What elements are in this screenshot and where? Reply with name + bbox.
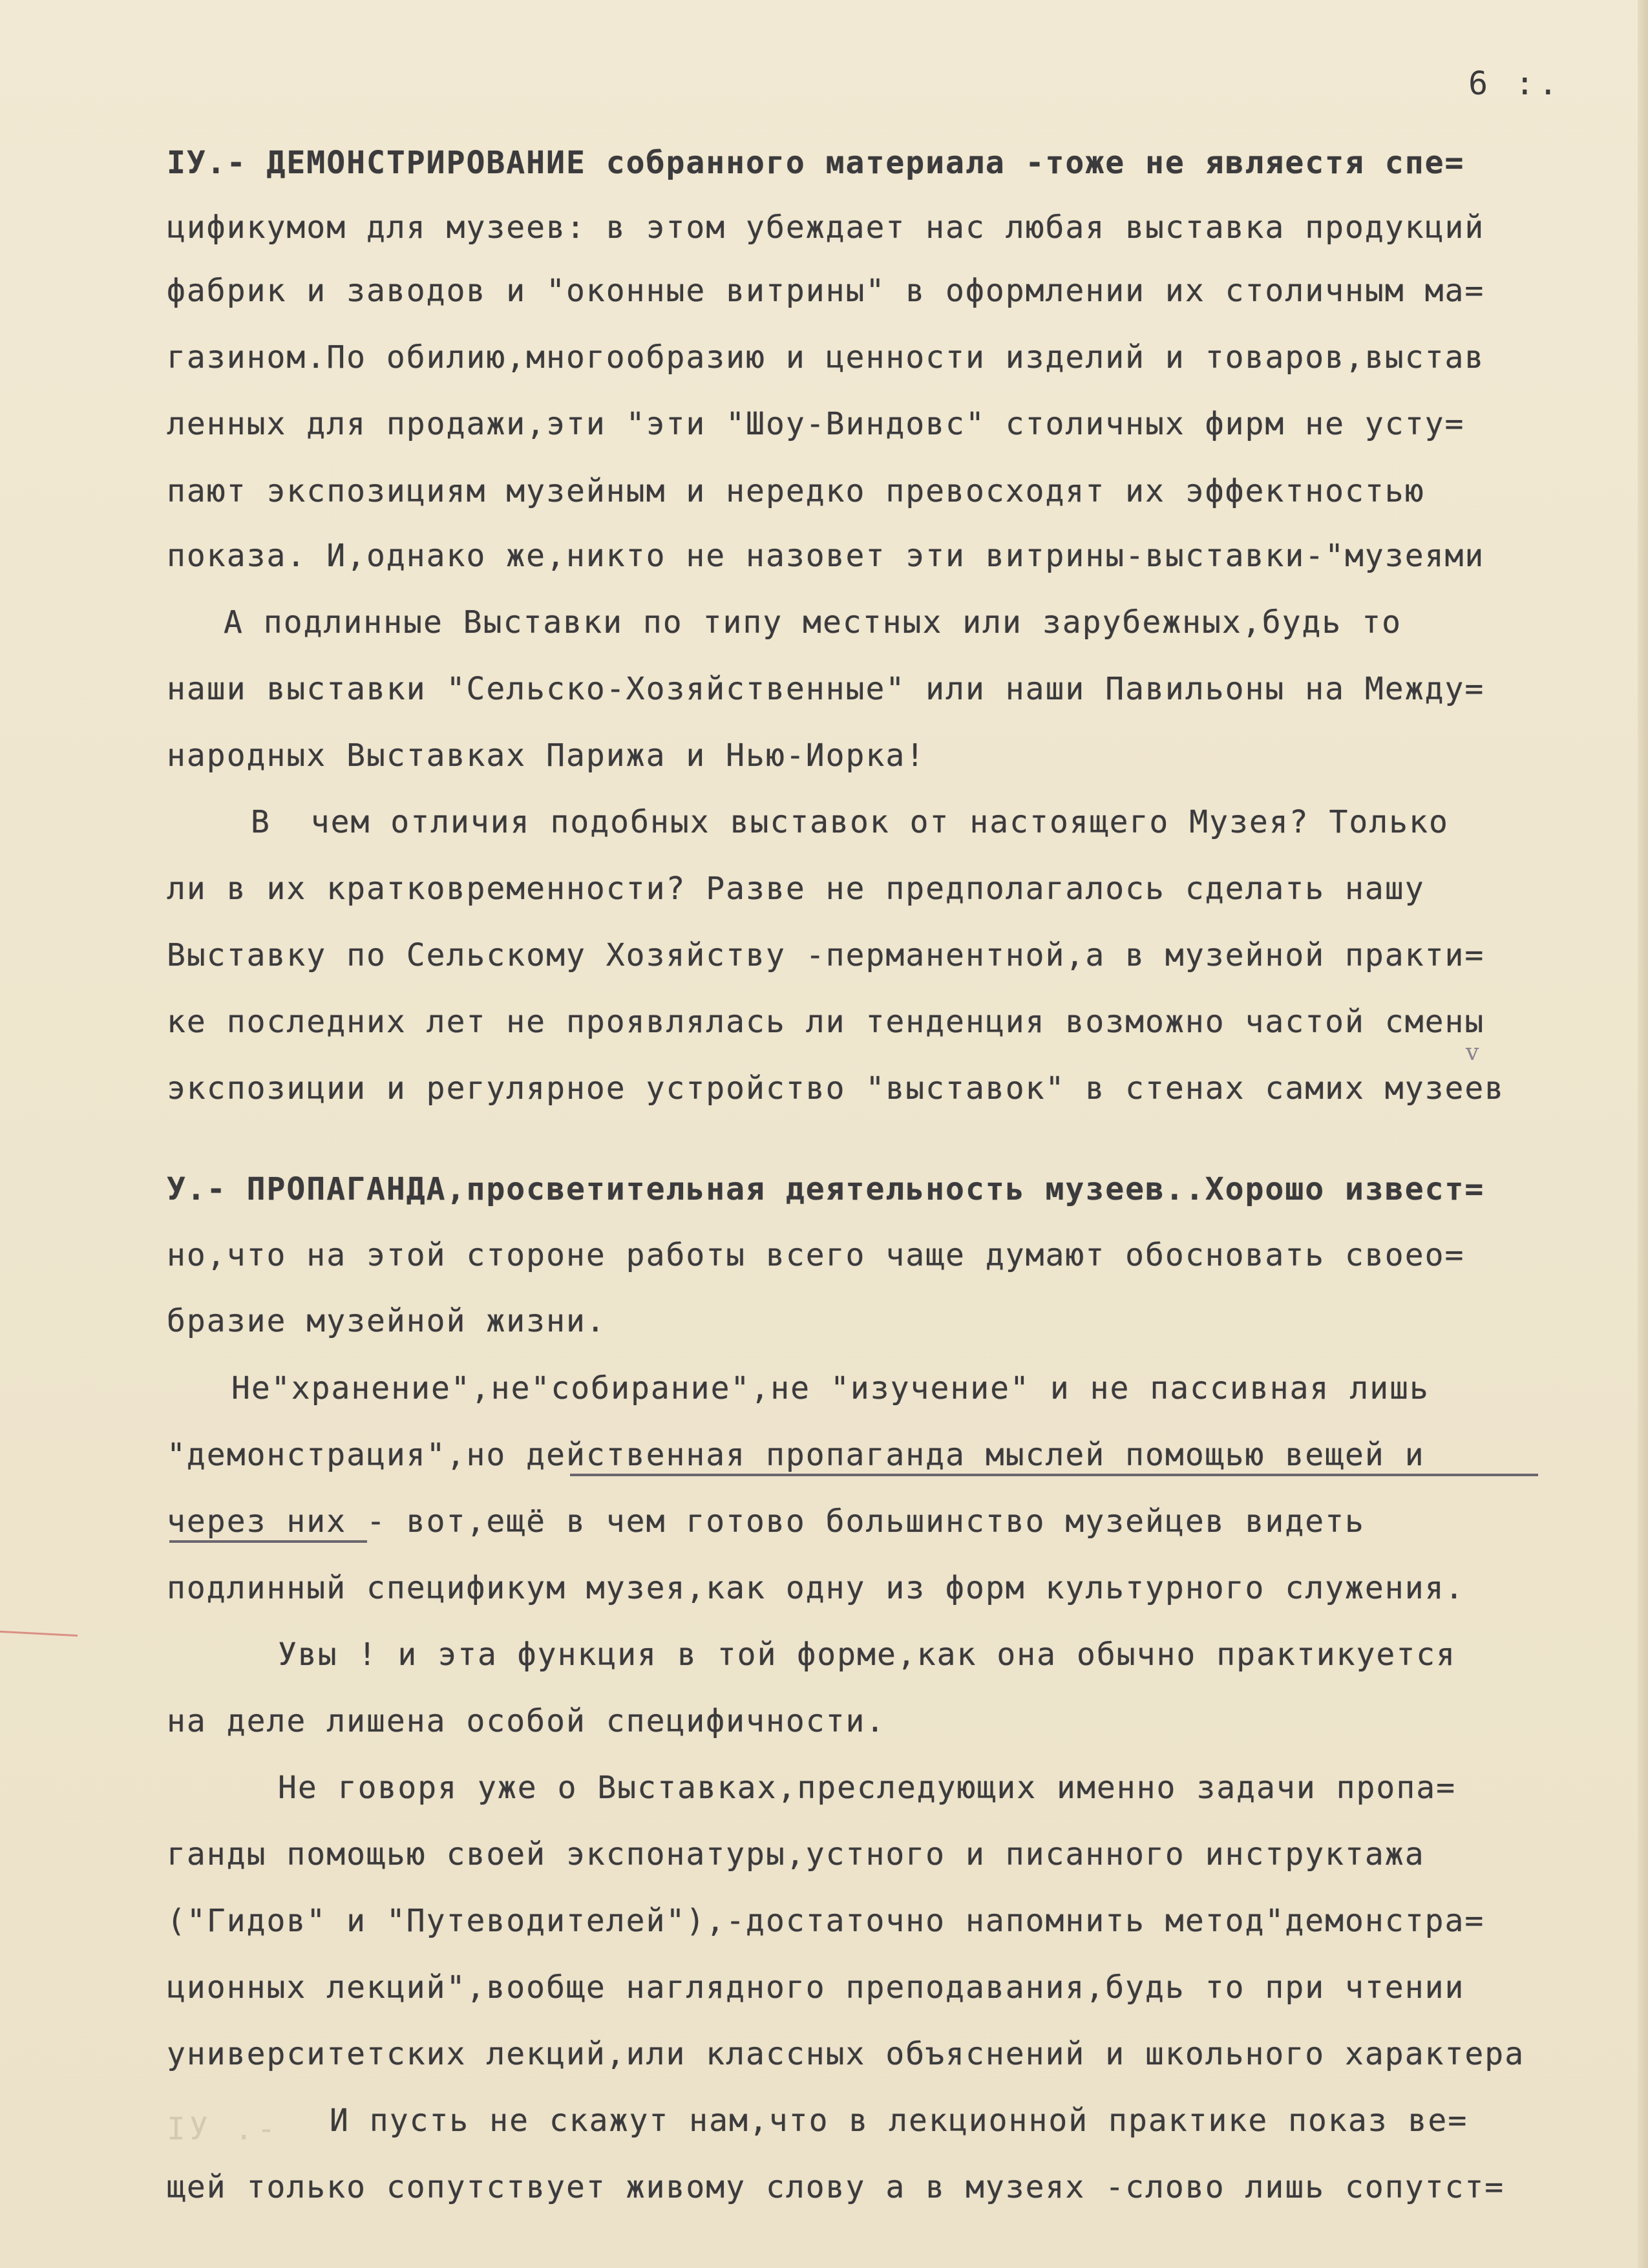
text-line: народных Выставках Парижа и Нью-Иорка! <box>167 737 926 774</box>
text-line: ("Гидов" и "Путеводителей"),-достаточно напомнить метод"демонстра= <box>167 1903 1485 1939</box>
page-number: 6 :. <box>1468 65 1562 102</box>
text-line: пают экспозициям музейным и нередко превосходят их эффектностью <box>167 473 1425 509</box>
text-line: И пусть не скажут нам,что в лекционной практике показ ве= <box>330 2103 1468 2139</box>
text-line: "демонстрация",но действенная пропаганда мыслей помощью вещей и <box>167 1437 1425 1473</box>
text-line: В чем отличия подобных выставок от настоящего Музея? Только <box>251 804 1449 840</box>
text-line: показа. И,однако же,никто не назовет эти витрины-выставки-"музеями <box>167 538 1485 574</box>
pencil-mark: v <box>1466 1039 1479 1066</box>
paper-edge <box>1638 0 1648 2268</box>
text-line: Не"хранение",не"собирание",не "изучение" и не пассивная лишь <box>231 1370 1430 1406</box>
text-line: газином.По обилию,многообразию и ценности изделий и товаров,выстав <box>167 339 1485 376</box>
text-line: наши выставки "Сельско-Хозяйственные" или наши Павильоны на Между= <box>167 671 1485 707</box>
underline <box>169 1540 367 1543</box>
text-line: фабрик и заводов и "оконные витрины" в оформлении их столичным ма= <box>167 273 1485 309</box>
red-ink-mark <box>0 1631 78 1637</box>
text-line: Не говоря уже о Выставках,преследующих именно задачи пропа= <box>278 1770 1457 1806</box>
text-line: экспозиции и регулярное устройство "выставок" в стенах самих музеев <box>167 1070 1505 1107</box>
text-line: ганды помощью своей экспонатуры,устного и писанного инструктажа <box>167 1836 1425 1872</box>
text-line: бразие музейной жизни. <box>167 1303 606 1339</box>
text-line: Выставку по Сельскому Хозяйству -перманентной,а в музейной практи= <box>167 937 1485 973</box>
text-line: IУ.- ДЕМОНСТРИРОВАНИЕ собранного материала -тоже не являестя спе= <box>167 145 1465 181</box>
text-line: университетских лекций,или классных объяснений и школьного характера <box>167 2036 1525 2072</box>
show-through-text: IУ .- <box>167 2111 280 2147</box>
text-line: через них - вот,ещё в чем готово большинство музейцев видеть <box>167 1503 1365 1540</box>
text-line: цификумом для музеев: в этом убеждает нас любая выставка продукций <box>167 209 1485 246</box>
text-line: но,что на этой стороне работы всего чаще думают обосновать своео= <box>167 1237 1465 1273</box>
underline <box>570 1474 1538 1476</box>
text-line: ке последних лет не проявлялась ли тенденция возможно частой смены <box>167 1004 1485 1040</box>
text-line: Увы ! и эта функция в той форме,как она обычно практикуется <box>278 1637 1457 1673</box>
text-line: ли в их кратковременности? Разве не предполагалось сделать нашу <box>167 871 1425 907</box>
text-line: на деле лишена особой специфичности. <box>167 1703 886 1739</box>
text-line: щей только сопутствует живому слову а в музеях -слово лишь сопутст= <box>167 2169 1505 2205</box>
text-line: ленных для продажи,эти "эти "Шоу-Виндовс" столичных фирм не усту= <box>167 406 1465 442</box>
text-line: А подлинные Выставки по типу местных или зарубежных,будь то <box>224 604 1402 641</box>
text-line: ционных лекций",вообще наглядного преподавания,будь то при чтении <box>167 1969 1465 2006</box>
text-line: У.- ПРОПАГАНДА,просветительная деятельность музеев..Хорошо извест= <box>167 1171 1485 1207</box>
text-line: подлинный спецификум музея,как одну из форм культурного служения. <box>167 1570 1465 1606</box>
